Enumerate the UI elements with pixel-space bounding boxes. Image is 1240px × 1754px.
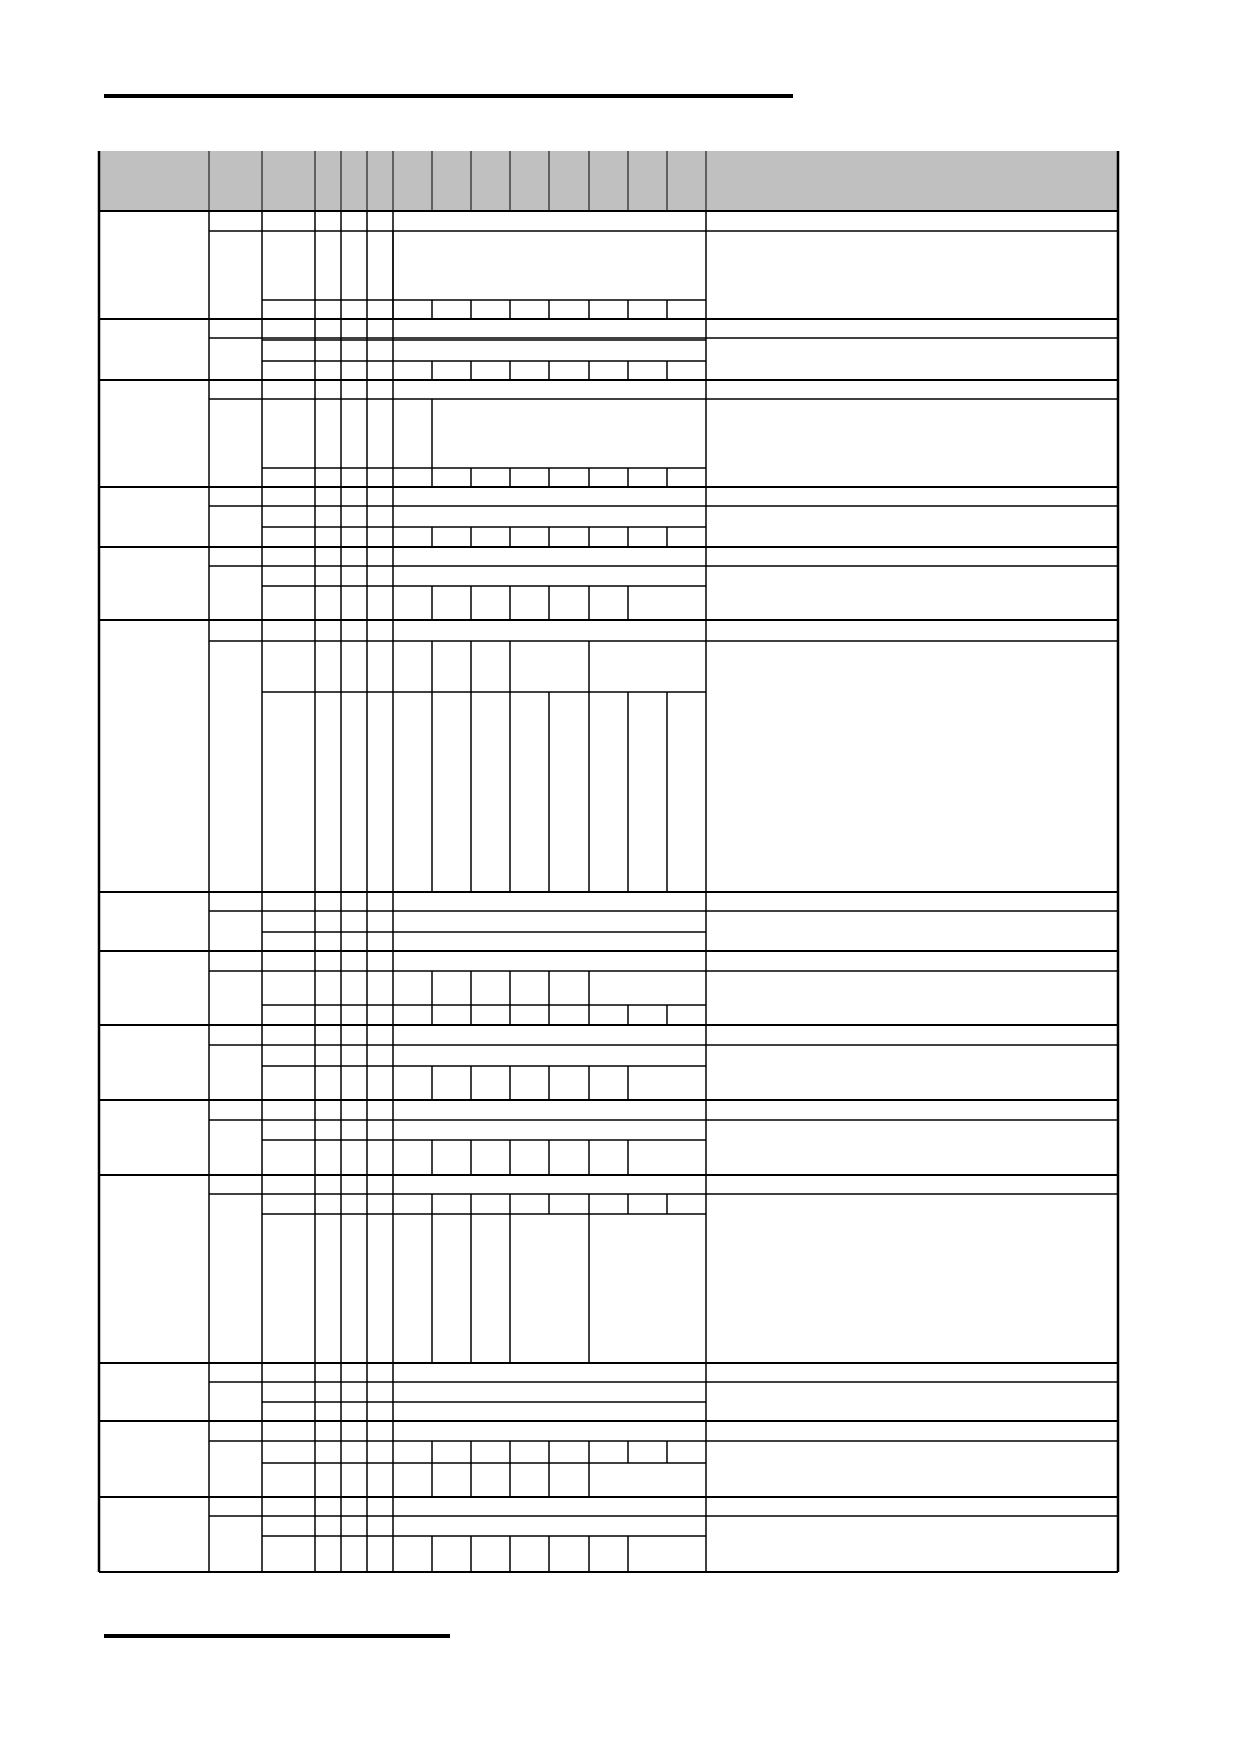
table-header-band bbox=[99, 151, 1118, 211]
table-grid bbox=[99, 151, 1118, 1572]
footer-rule bbox=[104, 1634, 450, 1638]
title-rule bbox=[104, 94, 793, 98]
